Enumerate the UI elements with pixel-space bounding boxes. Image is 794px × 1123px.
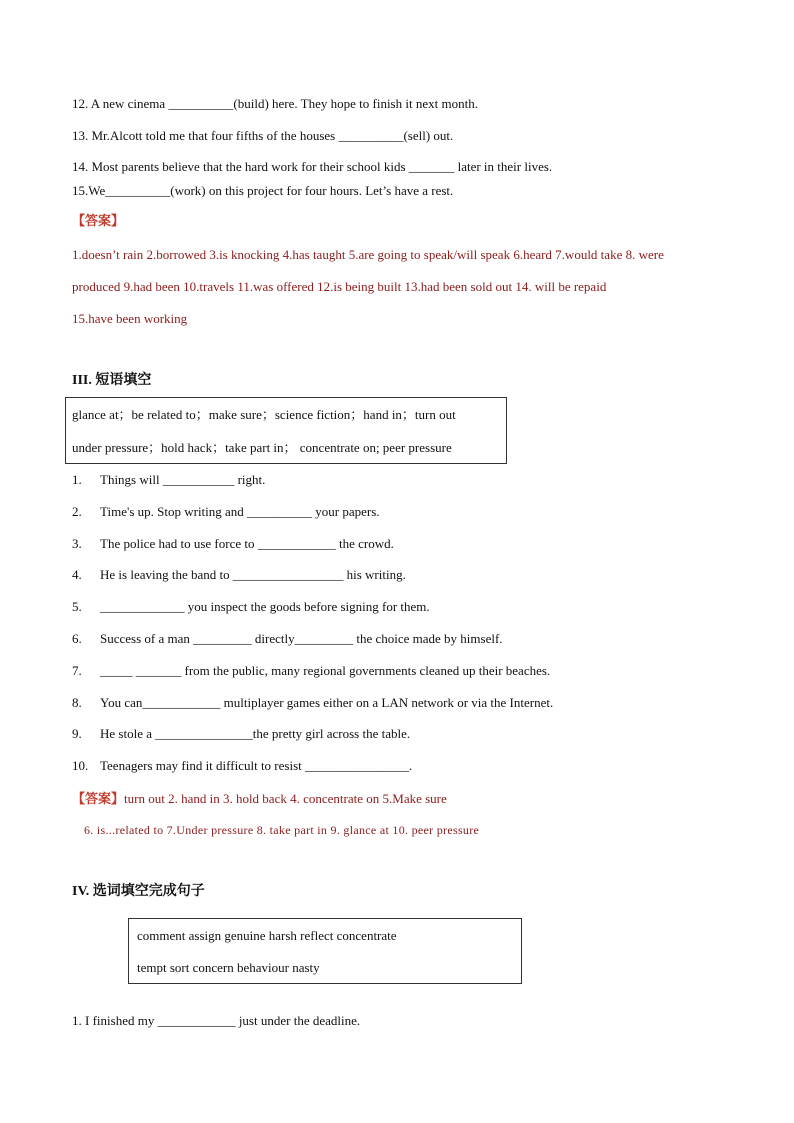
question-number: 10. (72, 758, 89, 773)
word-bank-line-1: comment assign genuine harsh reflect concentrate (137, 928, 397, 943)
question-13: 13. Mr.Alcott told me that four fifths of the houses __________(sell) out. (72, 128, 454, 143)
phrase-question-9 (72, 726, 410, 742)
phrase-question-4 (72, 567, 406, 583)
phrase-question-2 (72, 504, 380, 520)
question-text: Things will ___________ right. (100, 472, 266, 487)
question-number: 8. (72, 695, 82, 710)
question-14: 14. Most parents believe that the hard work for their school kids _______ later in their lives. (72, 159, 553, 174)
question-text: He stole a _______________the pretty girl across the table. (100, 726, 411, 741)
section-4-title: IV. 选词填空完成句子 (72, 884, 205, 899)
question-text: He is leaving the band to _________________ his writing. (100, 567, 406, 582)
question-number: 2. (72, 504, 82, 519)
answers-text: turn out 2. hand in 3. hold back 4. concentrate on 5.Make sure (124, 791, 447, 806)
phrase-question-1 (72, 472, 265, 488)
question-text: _____ _______ from the public, many regional governments cleaned up their beaches. (100, 663, 551, 678)
question-text: Success of a man _________ directly_________ the choice made by himself. (100, 631, 503, 646)
question-number: 6. (72, 631, 82, 646)
question-number: 7. (72, 663, 82, 678)
section-3-title: III. 短语填空 (72, 373, 152, 388)
phrase-question-5 (72, 599, 430, 615)
question-text: Teenagers may find it difficult to resist ________________. (100, 758, 413, 773)
word-bank-line-2: tempt sort concern behaviour nasty (137, 960, 320, 975)
question-number: 3. (72, 536, 82, 551)
phrase-question-7 (72, 663, 550, 679)
word-bank-line-2: under pressure；hold hack；take part in； concentrate on; peer pressure (72, 440, 452, 455)
answers-line-3: 15.have been working (72, 311, 188, 326)
question-number: 5. (72, 599, 82, 614)
question-text: _____________ you inspect the goods before signing for them. (100, 599, 430, 614)
section-3-answers-line-1 (72, 790, 447, 808)
answers-line-1: 1.doesn’t rain 2.borrowed 3.is knocking 4.has taught 5.are going to speak/will speak 6.heard 7.would take 8. were (72, 247, 664, 262)
phrase-question-10 (72, 758, 412, 774)
question-text: You can____________ multiplayer games either on a LAN network or via the Internet. (100, 695, 554, 710)
phrase-question-6 (72, 631, 503, 647)
section-3-answers-line-2: 6. is...related to 7.Under pressure 8. take part in 9. glance at 10. peer pressure (84, 823, 480, 837)
question-15: 15.We__________(work) on this project for four hours. Let’s have a rest. (72, 183, 454, 198)
question-number: 4. (72, 567, 82, 582)
answer-key-label: 【答案】 (72, 792, 125, 807)
word-question-1: 1. I finished my ____________ just under the deadline. (72, 1013, 361, 1028)
question-number: 9. (72, 726, 82, 741)
word-bank-box-4 (128, 918, 522, 984)
answers-line-2: produced 9.had been 10.travels 11.was offered 12.is being built 13.had been sold out 14. will be repaid (72, 279, 607, 294)
phrase-question-8 (72, 695, 553, 711)
answer-key-label: 【答案】 (72, 214, 125, 229)
question-text: The police had to use force to ____________ the crowd. (100, 536, 394, 551)
word-bank-line-1: glance at；be related to；make sure；science fiction；hand in；turn out (72, 407, 456, 422)
phrase-question-3 (72, 536, 394, 552)
question-number: 1. (72, 472, 82, 487)
question-12: 12. A new cinema __________(build) here. They hope to finish it next month. (72, 96, 478, 111)
word-bank-box-3 (65, 397, 507, 464)
question-text: Time's up. Stop writing and __________ your papers. (100, 504, 380, 519)
